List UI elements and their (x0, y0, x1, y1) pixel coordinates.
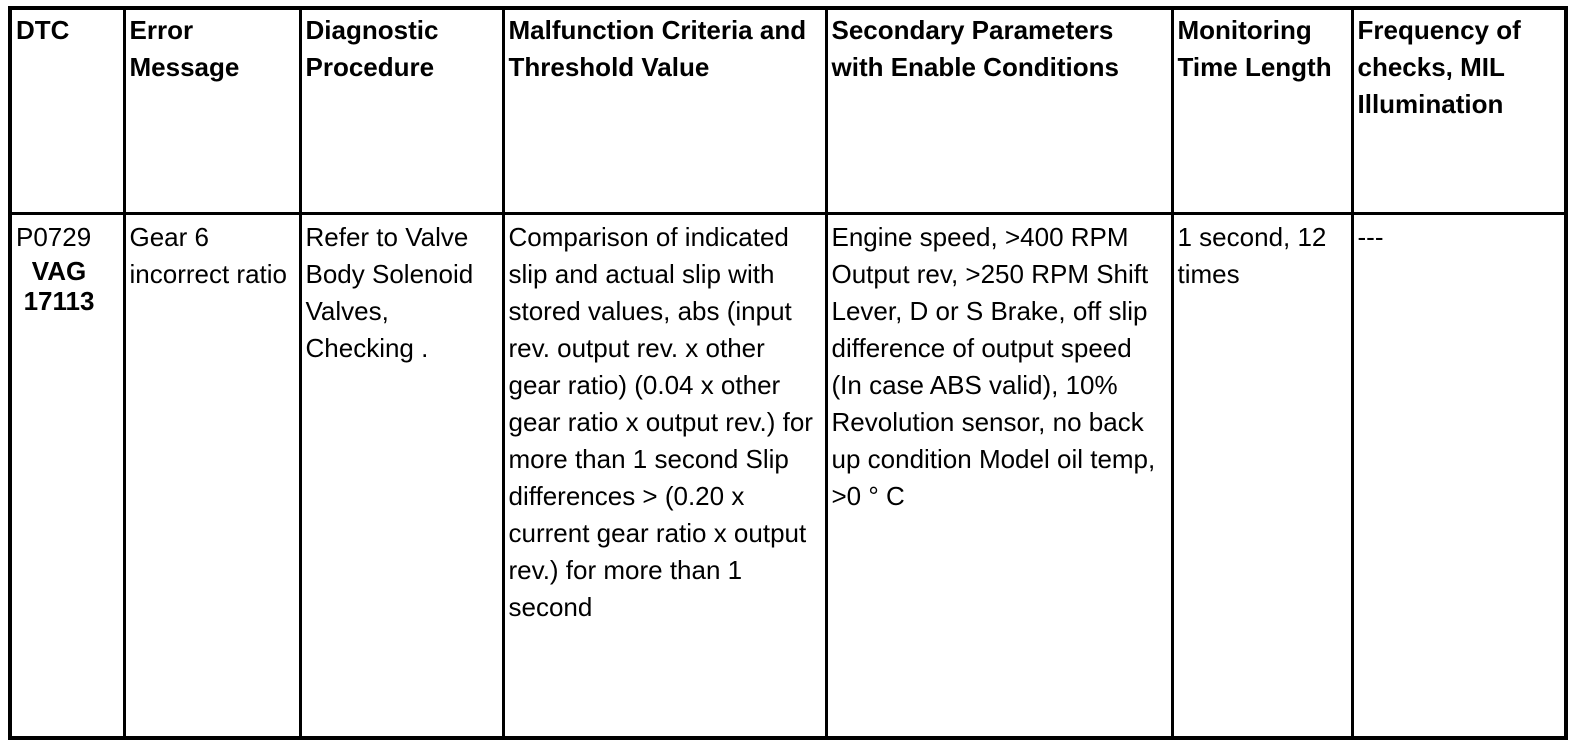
table-row (10, 214, 1566, 739)
cell-secondary-parameters: Engine speed, >400 RPM Output rev, >250 RPM Shift Lever, D or S Brake, off slip difference of output speed (In case ABS valid), 10% Revolution sensor, no back up condition Model oil temp, >0 ° C (826, 214, 1172, 739)
cell-diagnostic-procedure: Refer to Valve Body Solenoid Valves, Checking . (300, 214, 503, 739)
cell-error-message: Gear 6 incorrect ratio (124, 214, 300, 739)
header-error-message: Error Message (124, 8, 300, 214)
dtc-table (8, 6, 1568, 740)
cell-frequency: --- (1352, 214, 1566, 739)
vag-code: 17113 (23, 286, 95, 316)
vag-label: VAG (31, 256, 87, 286)
dtc-code: P0729 (16, 222, 92, 252)
header-malfunction-criteria: Malfunction Criteria and Threshold Value (503, 8, 826, 214)
header-frequency: Frequency of checks, MIL Illumination (1352, 8, 1566, 214)
cell-monitoring-time: 1 second, 12 times (1172, 214, 1352, 739)
header-diagnostic-procedure: Diagnostic Procedure (300, 8, 503, 214)
header-monitoring-time: Monitoring Time Length (1172, 8, 1352, 214)
header-row (10, 8, 1566, 214)
cell-malfunction-criteria: Comparison of indicated slip and actual slip with stored values, abs (input rev. output rev. x other gear ratio) (0.04 x other gear ratio x output rev.) for more than 1 second Slip differences > (0.20 x current gear ratio x output rev.) for more than 1 second (503, 214, 826, 739)
cell-dtc (10, 214, 124, 739)
header-dtc: DTC (10, 8, 124, 214)
header-secondary-parameters: Secondary Parameters with Enable Conditions (826, 8, 1172, 214)
